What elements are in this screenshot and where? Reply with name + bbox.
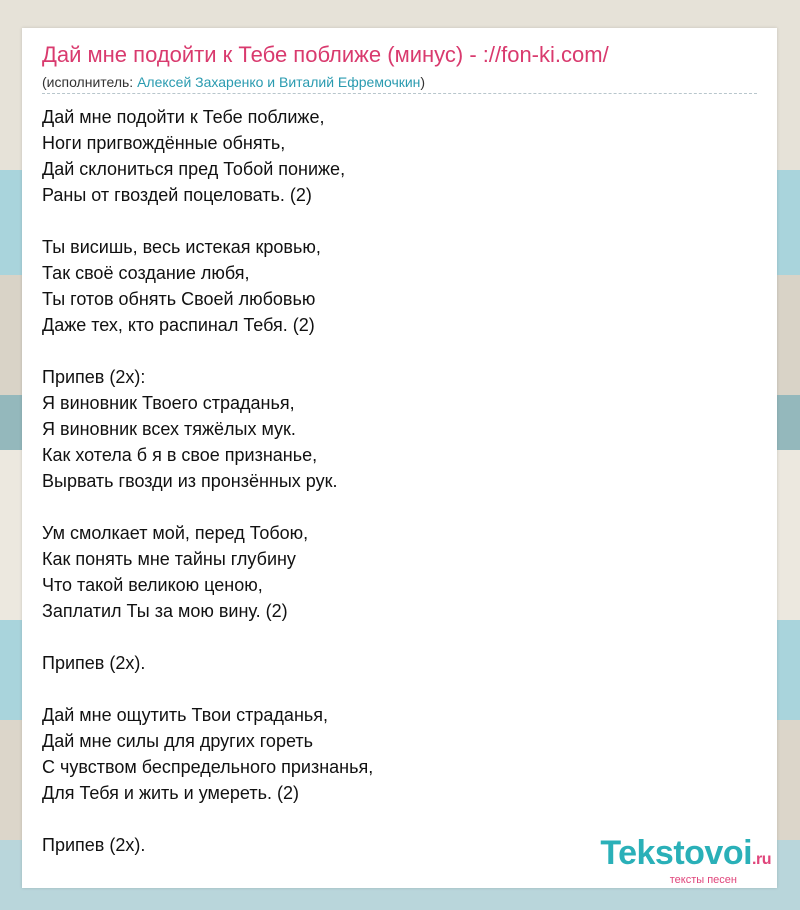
- lyric-line: [42, 338, 762, 364]
- lyric-line: Даже тех, кто распинал Тебя. (2): [42, 315, 315, 335]
- lyric-line: Припев (2x).: [42, 653, 146, 673]
- lyric-line: Я виновник всех тяжёлых мук.: [42, 419, 296, 439]
- lyric-line: Что такой великою ценою,: [42, 575, 263, 595]
- lyrics-text: [42, 104, 762, 858]
- lyric-line: [42, 676, 762, 702]
- lyric-line: Для Тебя и жить и умереть. (2): [42, 783, 299, 803]
- lyric-line: Дай склониться пред Тобой пониже,: [42, 159, 346, 179]
- performer-line: [42, 74, 425, 90]
- logo-brand: Tekstovoi: [600, 834, 753, 872]
- lyric-line: Я виновник Твоего страданья,: [42, 393, 295, 413]
- lyric-line: Как понять мне тайны глубину: [42, 549, 296, 569]
- lyric-line: Вырвать гвозди из пронзённых рук.: [42, 471, 338, 491]
- lyric-line: Ум смолкает мой, перед Тобою,: [42, 523, 309, 543]
- lyric-line: Дай мне ощутить Твои страданья,: [42, 705, 329, 725]
- lyric-line: Ты висишь, весь истекая кровью,: [42, 237, 321, 257]
- lyric-line: Припев (2x).: [42, 835, 146, 855]
- artist-link[interactable]: Алексей Захаренко и Виталий Ефремочкин: [137, 74, 421, 90]
- lyric-line: Ноги пригвождённые обнять,: [42, 133, 286, 153]
- performer-prefix: (исполнитель:: [42, 74, 138, 90]
- lyric-line: [42, 624, 762, 650]
- lyric-line: С чувством беспредельного признанья,: [42, 757, 374, 777]
- lyric-line: Заплатил Ты за мою вину. (2): [42, 601, 288, 621]
- logo-tagline: тексты песен: [669, 874, 737, 886]
- logo-tld: .ru: [752, 851, 771, 868]
- lyric-line: [42, 208, 762, 234]
- site-logo[interactable]: [600, 836, 771, 886]
- lyric-line: Раны от гвоздей поцеловать. (2): [42, 185, 312, 205]
- lyric-line: Так своё создание любя,: [42, 263, 250, 283]
- lyric-line: [42, 806, 762, 832]
- lyric-line: Дай мне силы для других гореть: [42, 731, 313, 751]
- performer-suffix: ): [420, 74, 426, 90]
- lyric-line: Припев (2x):: [42, 367, 146, 387]
- lyric-line: Как хотела б я в свое признанье,: [42, 445, 318, 465]
- page-title: Дай мне подойти к Тебе поближе (минус) - ://fon-ki.com/: [42, 42, 609, 67]
- lyric-line: Дай мне подойти к Тебе поближе,: [42, 107, 325, 127]
- lyric-line: Ты готов обнять Своей любовью: [42, 289, 316, 309]
- lyric-line: [42, 494, 762, 520]
- divider: [42, 93, 757, 94]
- lyrics-card: [22, 28, 777, 888]
